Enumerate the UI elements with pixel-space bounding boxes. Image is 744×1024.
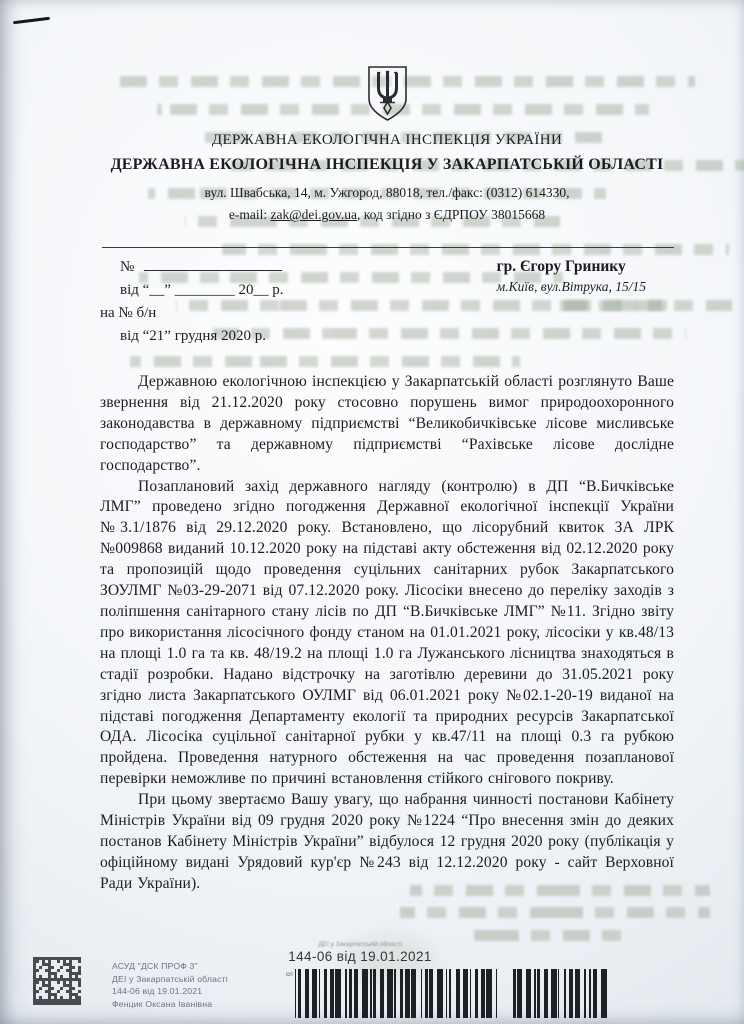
email-label: e-mail: — [228, 207, 271, 222]
org-contacts — [100, 207, 674, 223]
recipient-name: гр. Єгору Гринику — [496, 258, 626, 275]
incoming-number-line: на № б/н — [100, 305, 157, 321]
reference-block — [100, 256, 283, 348]
stamp-registrar-name: Фенцик Оксана Іванівна — [112, 998, 213, 1009]
body-paragraph: Державною екологічною інспекцією у Закарпатській області розглянуто Ваше звернення від 21.12.2020 року стосовно порушень вимог природоохоронного законодавства в державному підприємстві “Великобичківське лісове мисливське господарство” та державному підприємстві “Рахівське лісове дослідне господарство”. — [100, 373, 674, 474]
body-paragraph: При цьому звертаємо Вашу увагу, що набрання чинності постанови Кабінету Міністрів України від 09 грудня 2020 року №1224 “Про внесення змін до деяких постанов Кабінету Міністрів України” відбулося 12 грудня 2020 року (публікація у офіційному видані Урядовий кур'єр №243 від 12.12.2020 року - сайт Верховної Ради України). — [100, 791, 674, 892]
ukraine-trident-emblem — [364, 64, 411, 124]
incoming-date-line: від “21” грудня 2020 р. — [120, 328, 267, 344]
org-name-regional: ДЕРЖАВНА ЕКОЛОГІЧНА ІНСПЕКЦІЯ У ЗАКАРПАТСЬКІЙ ОБЛАСТІ — [110, 156, 664, 173]
recipient-block — [497, 256, 674, 348]
letterhead — [100, 64, 674, 223]
letter-body — [100, 372, 674, 895]
body-paragraph: Позаплановий захід державного нагляду (контролю) в ДП “В.Бичківське ЛМГ” проведено згідно погодження Державної екологічної інспекції України №3.1/1876 від 29.12.2020 року. Встановлено, що лісорубний квиток ЗА ЛРК №009868 виданий 10.12.2020 року на підставі акту обстеження від 02.12.2020 року та пропозицій щодо проведення суцільних санітарних рубок Закарпатського ЗОУЛМГ №03-29-2071 від 07.12.2020 року. Лісосіки внесено до переліку заходів з поліпшення санітарного стану лісів по ДП “В.Бичківське ЛМГ” №11. Згідно звіту про використання лісосічного фонду станом на 01.01.2021 року, лісосіки у кв.48/13 на площі 1.0 га та кв. 48/19.2 на площі 1.0 га Лужанського лісництва знаходяться в стадії розробки. Надано відстрочку на заготівлю деревини до 31.05.2021 року згідно листа Закарпатського ОУЛМГ від 06.01.2021 року №02.1-20-19 виданої на підставі погодження Департаменту екології та природних ресурсів Закарпатської ОДА. Лісосіка суцільної санітарної рубки у кв.47/11 на площі 0.3 га рубкою пройдена. Проведення натурного обстеження на час проведення позапланової перевірки неможливе по причині встановлення стійкого снігового покриву. — [100, 477, 674, 788]
registration-stamp-text — [112, 960, 228, 1010]
letterhead-divider — [102, 247, 674, 248]
barcode-prefix: сп — [286, 971, 293, 978]
barcode-number: 144-06 від 19.01.2021 — [288, 949, 432, 964]
outgoing-number-line: № — [120, 256, 283, 279]
org-name-national: ДЕРЖАВНА ЕКОЛОГІЧНА ІНСПЕКЦІЯ УКРАЇНИ — [211, 132, 563, 148]
email-address: zak@dei.gov.ua — [270, 207, 358, 222]
datamatrix-code — [33, 957, 81, 1005]
stamp-reg-number: 144-06 від 19.01.2021 — [112, 986, 203, 997]
blank-number-field — [144, 256, 282, 271]
stamp-system-name: АСУД "ДСК ПРОФ 3" — [112, 961, 198, 971]
recipient-address: м.Київ, вул.Вітрука, 15/15 — [496, 279, 646, 294]
stamp-org-name: ДЕІ у Закарпатській області — [112, 973, 228, 984]
barcode-org-label: ДЕІ у Закарпатській області — [318, 941, 402, 948]
barcode — [295, 969, 607, 1018]
bleedthrough-smudge — [345, 935, 435, 985]
org-address: вул. Швабська, 14, м. Ужгород, 88018, тел./факс: (0312) 614330, — [204, 185, 570, 200]
edrpou-code: , код згідно з ЄДРПОУ 38015668 — [357, 207, 546, 222]
outgoing-date-line: від “__” ________ 20__ р. — [120, 282, 284, 298]
